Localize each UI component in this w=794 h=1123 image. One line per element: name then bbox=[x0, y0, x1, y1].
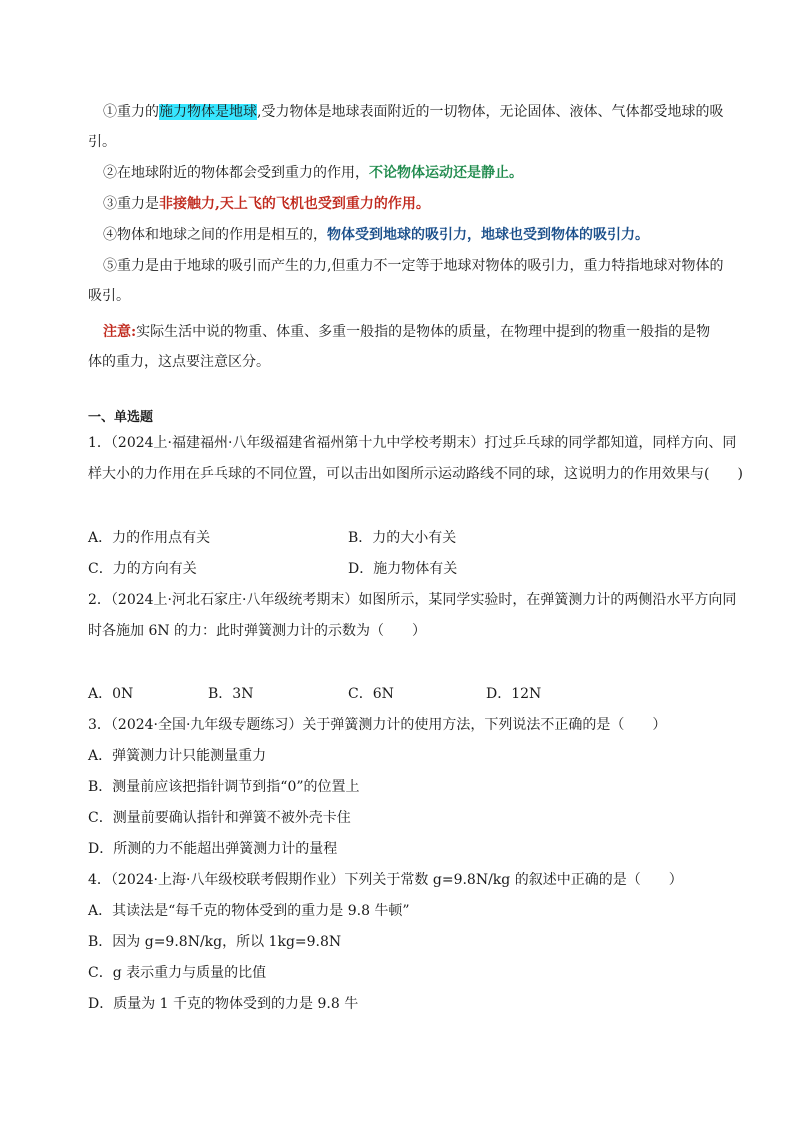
note-3-prefix: ③重力是 bbox=[103, 196, 159, 212]
question-4-option-d[interactable]: D．质量为 1 千克的物体受到的力是 9.8 牛 bbox=[88, 996, 359, 1012]
question-1-option-a[interactable]: A．力的作用点有关 bbox=[88, 530, 211, 546]
note-2-line bbox=[103, 164, 523, 182]
question-3-option-c[interactable]: C．测量前要确认指针和弹簧不被外壳卡住 bbox=[88, 810, 351, 826]
note-1-line bbox=[103, 103, 723, 121]
note-1-rest: ,受力物体是地球表面附近的一切物体，无论固体、液体、气体都受地球的吸 bbox=[257, 104, 724, 120]
question-4-option-a[interactable]: A．其读法是“每千克的物体受到的重力是 9.8 牛顿” bbox=[88, 903, 410, 919]
note-2-emphasis: 不论物体运动还是静止 bbox=[369, 165, 509, 181]
note-1-continuation: 引。 bbox=[88, 134, 116, 150]
note-3-line bbox=[103, 195, 430, 213]
question-1-option-d[interactable]: D．施力物体有关 bbox=[348, 561, 458, 577]
note-3-emphasis: 非接触力,天上飞的飞机也受到重力的作用 bbox=[159, 196, 416, 212]
question-3-line-1: 3．（2024·全国·九年级专题练习）关于弹簧测力计的使用方法，下列说法不正确的是（ ） bbox=[88, 717, 667, 733]
note-1-highlight: 施力物体是地球 bbox=[159, 104, 257, 120]
warning-line-2: 体的重力，这点要注意区分。 bbox=[88, 354, 270, 370]
question-4-option-b[interactable]: B．因为 g=9.8N/kg，所以 1kg=9.8N bbox=[88, 934, 342, 950]
question-2-line-1: 2．（2024上·河北石家庄·八年级统考期末）如图所示，某同学实验时，在弹簧测力计的两侧沿水平方向同 bbox=[88, 592, 737, 608]
note-5-line-1: ⑤重力是由于地球的吸引而产生的力,但重力不一定等于地球对物体的吸引力，重力特指地球对物体的 bbox=[103, 258, 724, 274]
warning-line-1 bbox=[103, 323, 710, 341]
question-1-line-1: 1．（2024上·福建福州·八年级福建省福州第十九中学校考期末）打过乒乓球的同学都知道，同样方向、同 bbox=[88, 435, 737, 451]
question-4-line-1: 4．（2024·上海·八年级校联考假期作业）下列关于常数 g=9.8N/kg 的叙述中正确的是（ ） bbox=[88, 872, 683, 888]
note-4-prefix: ④物体和地球之间的作用是相互的， bbox=[103, 227, 327, 243]
question-2-option-c[interactable]: C．6N bbox=[348, 686, 394, 702]
question-4-option-c[interactable]: C．g 表示重力与质量的比值 bbox=[88, 965, 267, 981]
note-3-end: 。 bbox=[415, 196, 430, 212]
question-3-option-b[interactable]: B．测量前应该把指针调节到指“0”的位置上 bbox=[88, 779, 360, 795]
question-2-option-d[interactable]: D．12N bbox=[486, 686, 542, 702]
note-4-line bbox=[103, 226, 649, 244]
question-1-line-2: 样大小的力作用在乒乓球的不同位置，可以击出如图所示运动路线不同的球，这说明力的作用效果与( ) bbox=[88, 466, 743, 482]
note-1-prefix: ①重力的 bbox=[103, 104, 159, 120]
note-4-end: 。 bbox=[635, 227, 649, 243]
note-4-emphasis: 物体受到地球的吸引力，地球也受到物体的吸引力 bbox=[327, 227, 635, 243]
note-5-line-2: 吸引。 bbox=[88, 288, 130, 304]
question-2-option-b[interactable]: B．3N bbox=[208, 686, 254, 702]
note-2-prefix: ②在地球附近的物体都会受到重力的作用， bbox=[103, 165, 369, 181]
question-2-option-a[interactable]: A．0N bbox=[88, 686, 134, 702]
section-title: 一、单选题 bbox=[88, 410, 154, 425]
question-1-option-b[interactable]: B．力的大小有关 bbox=[348, 530, 457, 546]
note-2-end: 。 bbox=[509, 165, 523, 181]
question-1-option-c[interactable]: C．力的方向有关 bbox=[88, 561, 197, 577]
question-3-option-d[interactable]: D．所测的力不能超出弹簧测力计的量程 bbox=[88, 841, 338, 857]
warning-label: 注意: bbox=[103, 324, 137, 340]
question-2-line-2: 时各施加 6N 的力：此时弹簧测力计的示数为（ ） bbox=[88, 623, 427, 639]
question-3-option-a[interactable]: A．弹簧测力计只能测量重力 bbox=[88, 748, 267, 764]
warning-text-1: 实际生活中说的物重、体重、多重一般指的是物体的质量，在物理中提到的物重一般指的是物 bbox=[136, 324, 711, 340]
